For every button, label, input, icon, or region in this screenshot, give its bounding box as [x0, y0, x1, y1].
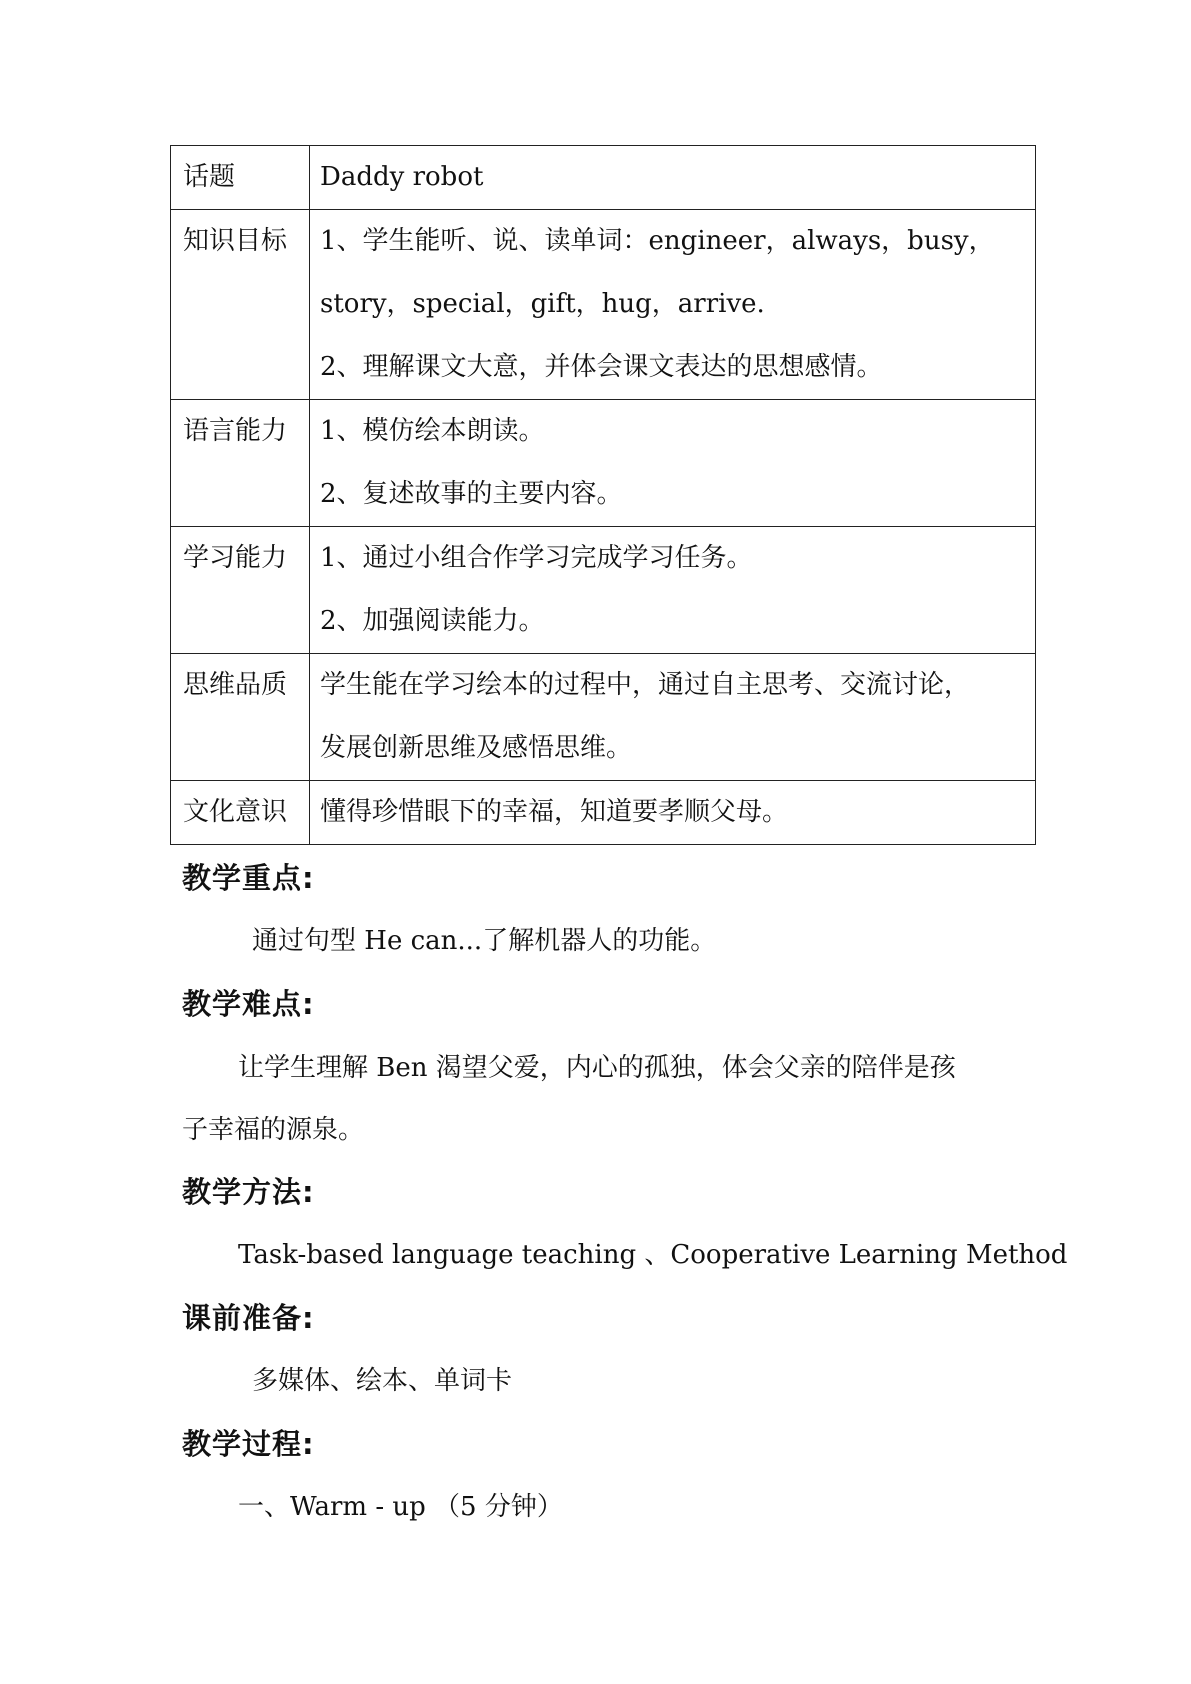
preparation-body: 多媒体、绘本、单词卡: [252, 1366, 513, 1396]
process-heading: 教学过程:: [182, 1427, 315, 1461]
table-row-topic: [171, 146, 1036, 210]
row-label: 学习能力: [171, 527, 310, 654]
difficulties-heading: 教学难点:: [182, 987, 315, 1021]
content-line: 2、复述故事的主要内容。: [320, 479, 623, 509]
row-label: 话题: [171, 146, 310, 210]
row-content: [310, 210, 1036, 400]
content-line: 学生能在学习绘本的过程中，通过自主思考、交流讨论，: [320, 670, 971, 700]
content-line: story，special，gift，hug，arrive.: [320, 289, 765, 319]
content-line: 懂得珍惜眼下的幸福，知道要孝顺父母。: [320, 797, 789, 827]
teaching-objectives-table: [170, 145, 1036, 845]
methods-body: Task-based language teaching 、Cooperative Learning Method: [238, 1240, 1068, 1270]
content-line: Daddy robot: [320, 162, 484, 192]
process-body: 一、Warm - up （5 分钟）: [238, 1492, 563, 1522]
table-row-knowledge-goals: [171, 210, 1036, 400]
row-content: [310, 781, 1036, 845]
key-points-heading: 教学重点:: [182, 861, 315, 895]
methods-heading: 教学方法:: [182, 1175, 315, 1209]
row-label: 思维品质: [171, 654, 310, 781]
content-line: 1、学生能听、说、读单词：engineer，always，busy，: [320, 226, 995, 256]
row-label: 知识目标: [171, 210, 310, 400]
table-row-learning-ability: [171, 527, 1036, 654]
difficulties-body-line-2: 子幸福的源泉。: [182, 1115, 365, 1145]
table-row-language-ability: [171, 400, 1036, 527]
content-line: 1、通过小组合作学习完成学习任务。: [320, 543, 753, 573]
preparation-heading: 课前准备:: [182, 1301, 315, 1335]
content-line: 2、加强阅读能力。: [320, 606, 545, 636]
row-content: [310, 400, 1036, 527]
table-row-cultural-awareness: [171, 781, 1036, 845]
row-content: [310, 654, 1036, 781]
content-line: 1、模仿绘本朗读。: [320, 416, 545, 446]
difficulties-body-line-1: 让学生理解 Ben 渴望父爱，内心的孤独，体会父亲的陪伴是孩: [238, 1053, 956, 1083]
row-label: 语言能力: [171, 400, 310, 527]
table-row-thinking-quality: [171, 654, 1036, 781]
row-label: 文化意识: [171, 781, 310, 845]
content-line: 2、理解课文大意，并体会课文表达的思想感情。: [320, 352, 883, 382]
row-content: [310, 146, 1036, 210]
key-points-body: 通过句型 He can...了解机器人的功能。: [252, 926, 717, 956]
row-content: [310, 527, 1036, 654]
content-line: 发展创新思维及感悟思维。: [320, 733, 633, 763]
